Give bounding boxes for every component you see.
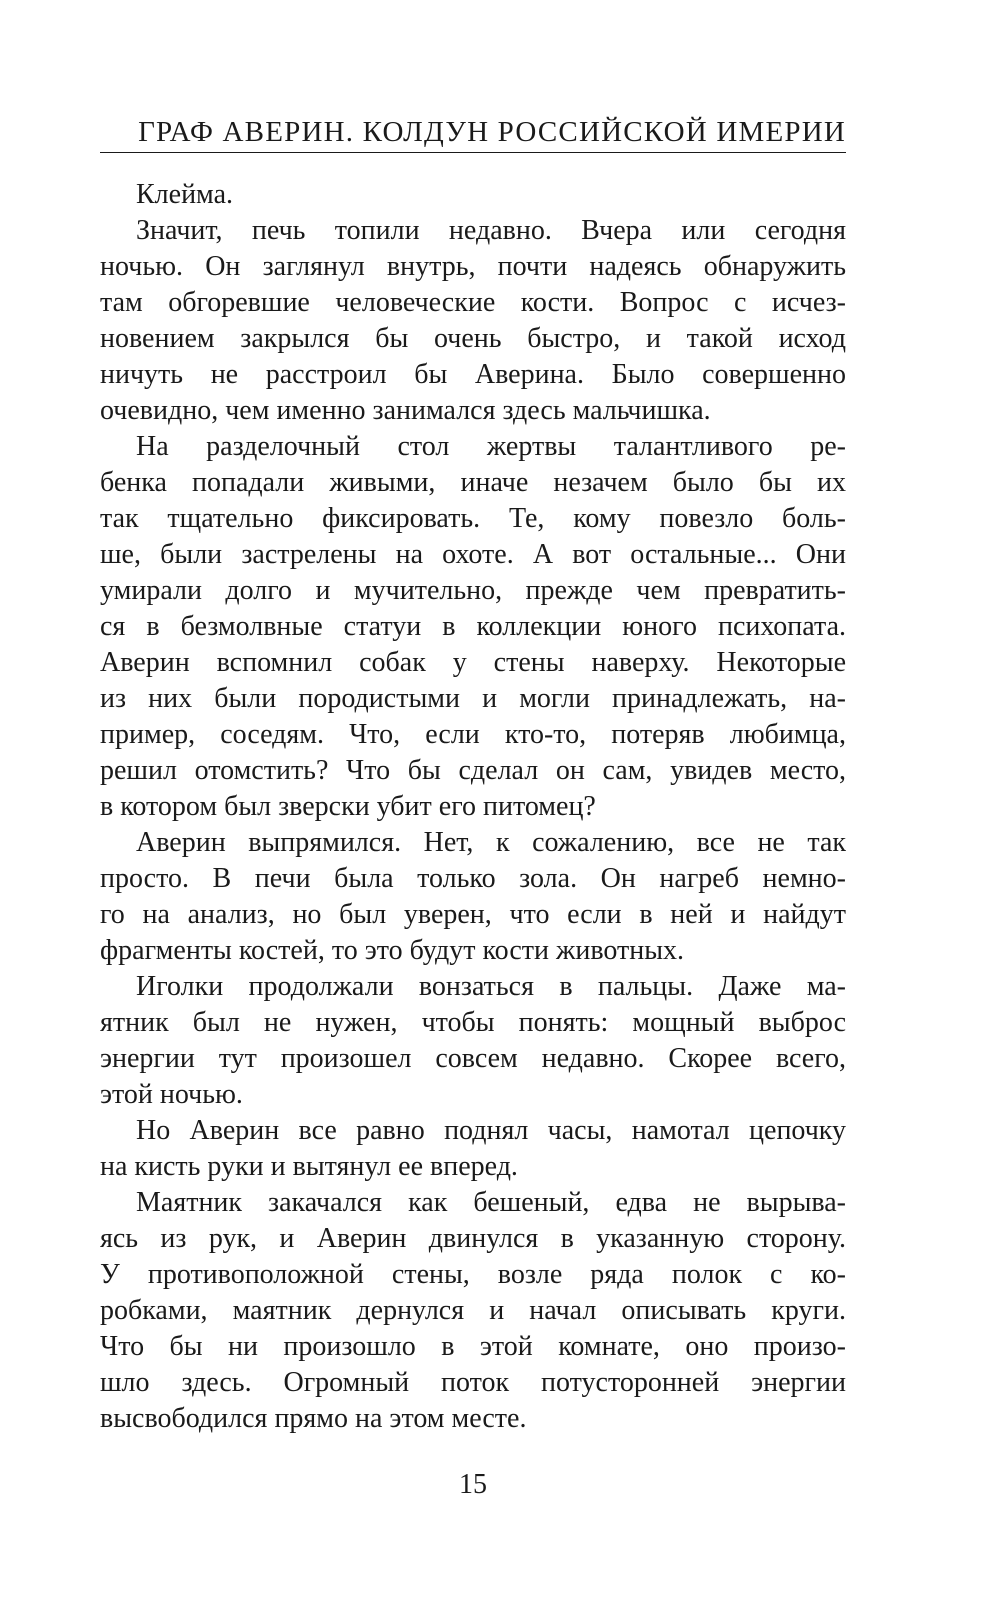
text-line: Аверин вспомнил собак у стены наверху. Некоторые	[100, 647, 846, 678]
text-line: ночью. Он заглянул внутрь, почти надеясь обнаружить	[100, 251, 846, 282]
text-line: просто. В печи была только зола. Он нагреб немно-	[100, 863, 846, 894]
text-line: фрагменты костей, то это будут кости животных.	[100, 935, 685, 966]
text-line: Что бы ни произошло в этой комнате, оно произо-	[100, 1331, 846, 1362]
text-line: Значит, печь топили недавно. Вчера или сегодня	[136, 215, 846, 246]
text-line: ничуть не расстроил бы Аверина. Было совершенно	[100, 359, 846, 390]
text-line: ясь из рук, и Аверин двинулся в указанную сторону.	[100, 1223, 846, 1254]
text-line: в котором был зверски убит его питомец?	[100, 791, 596, 822]
text-line: бенка попадали живыми, иначе незачем было бы их	[100, 467, 846, 498]
text-line: из них были породистыми и могли принадлежать, на-	[100, 683, 846, 714]
paragraph	[100, 213, 846, 429]
text-line: ше, были застрелены на охоте. А вот остальные... Они	[100, 539, 846, 570]
paragraph	[100, 825, 846, 969]
text-line: там обгоревшие человеческие кости. Вопрос с исчез-	[100, 287, 846, 318]
paragraph	[100, 1113, 846, 1185]
text-line: так тщательно фиксировать. Те, кому повезло боль-	[100, 503, 846, 534]
text-line: Клейма.	[136, 179, 234, 210]
text-line: Но Аверин все равно поднял часы, намотал цепочку	[136, 1115, 846, 1146]
text-line: этой ночью.	[100, 1079, 243, 1110]
text-line: Аверин выпрямился. Нет, к сожалению, все не так	[136, 827, 846, 858]
text-line: высвободился прямо на этом месте.	[100, 1403, 527, 1434]
text-line: На разделочный стол жертвы талантливого ре-	[136, 431, 846, 462]
text-line: го на анализ, но был уверен, что если в ней и найдут	[100, 899, 846, 930]
text-line: на кисть руки и вытянул ее вперед.	[100, 1151, 518, 1182]
paragraph	[100, 177, 846, 213]
header-rule	[100, 152, 846, 153]
text-line: энергии тут произошел совсем недавно. Скорее всего,	[100, 1043, 846, 1074]
text-line: робками, маятник дернулся и начал описывать круги.	[100, 1295, 846, 1326]
text-line: Иголки продолжали вонзаться в пальцы. Даже ма-	[136, 971, 846, 1002]
text-line: умирали долго и мучительно, прежде чем превратить-	[100, 575, 846, 606]
text-line: решил отомстить? Что бы сделал он сам, увидев место,	[100, 755, 846, 786]
text-line: шло здесь. Огромный поток потусторонней энергии	[100, 1367, 846, 1398]
paragraph	[100, 1185, 846, 1437]
text-line: ся в безмолвные статуи в коллекции юного психопата.	[100, 611, 846, 642]
text-line: У противоположной стены, возле ряда полок с ко-	[100, 1259, 846, 1290]
running-head: ГРАФ АВЕРИН. КОЛДУН РОССИЙСКОЙ ИМЕРИИ	[138, 116, 846, 148]
text-line: очевидно, чем именно занимался здесь мальчишка.	[100, 395, 711, 426]
paragraph	[100, 429, 846, 825]
text-line: Маятник закачался как бешеный, едва не вырыва-	[136, 1187, 846, 1218]
page-number: 15	[459, 1469, 487, 1500]
paragraph	[100, 969, 846, 1113]
text-line: ятник был не нужен, чтобы понять: мощный выброс	[100, 1007, 846, 1038]
body-text	[100, 177, 846, 1437]
text-line: пример, соседям. Что, если кто-то, потеряв любимца,	[100, 719, 846, 750]
text-line: новением закрылся бы очень быстро, и такой исход	[100, 323, 846, 354]
